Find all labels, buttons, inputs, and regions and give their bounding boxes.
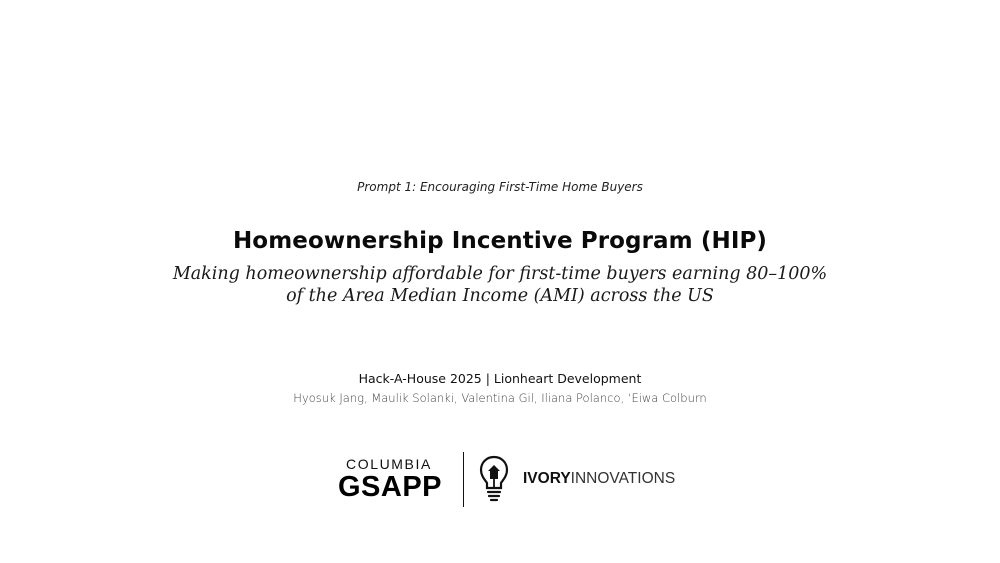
ivory-innovations-logo [523,470,675,488]
columbia-gsapp-logo [336,456,450,506]
subtitle-line-2: of the Area Median Income (AMI) across the US [286,286,714,306]
slide-subtitle [150,263,850,307]
ivory-wordmark-bold: IVORY [523,470,571,487]
subtitle-line-1: Making homeownership affordable for first-time buyers earning 80–100% [172,264,828,284]
lightbulb-icon [478,455,510,503]
logo-row [336,450,676,510]
authors-list: Hyosuk Jang, Maulik Solanki, Valentina Gil, Iliana Polanco, ‘Eiwa Colburn [293,391,707,405]
ivory-wordmark-light: INNOVATIONS [570,470,676,487]
slide-title: Homeownership Incentive Program (HIP) [232,228,768,254]
event-credit: Hack-A-House 2025 | Lionheart Development [358,371,642,386]
prompt-label: Prompt 1: Encouraging First-Time Home Buyers [357,180,643,194]
gsapp-wordmark: GSAPP [338,471,443,503]
logo-divider [463,452,464,507]
columbia-wordmark: COLUMBIA [346,456,432,472]
